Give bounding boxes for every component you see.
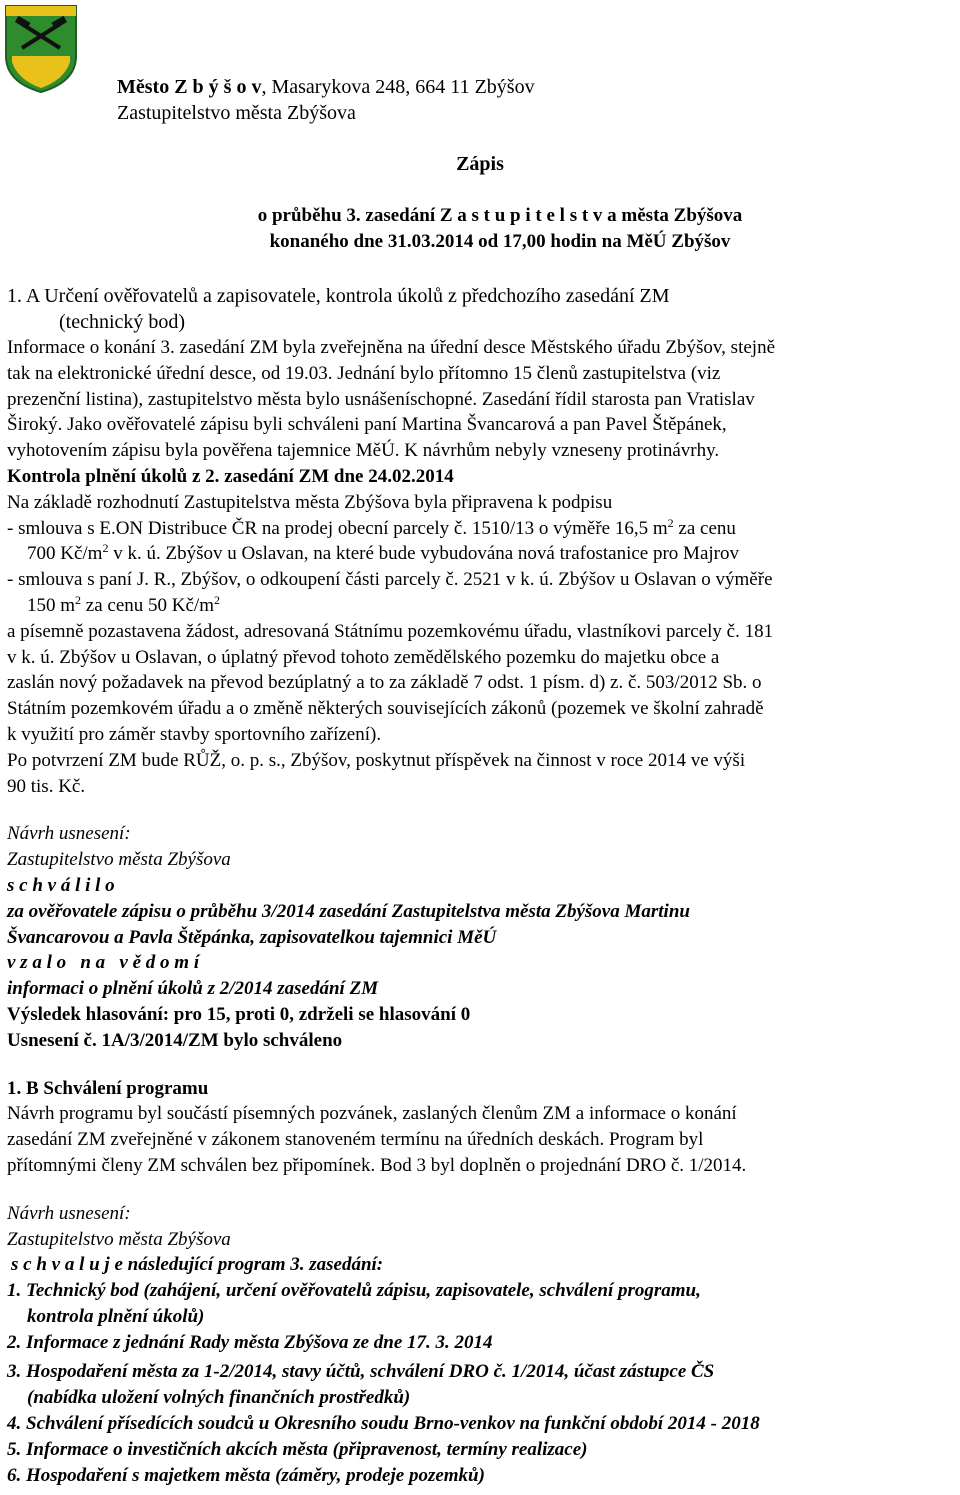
resolution-1-text: za ověřovatele zápisu o průběhu 3/2014 zasedání Zastupitelstva města Zbýšova Martinu	[7, 900, 690, 922]
program-item-cont: kontrola plnění úkolů)	[27, 1305, 205, 1327]
paragraph-line: vyhotovením zápisu byla pověřena tajemnice MěÚ. K návrhům nebyly vzneseny protinávrhy.	[7, 440, 720, 462]
program-item: 2. Informace z jednání Rady města Zbýšova ze dne 17. 3. 2014	[7, 1331, 493, 1353]
document-header	[117, 74, 535, 126]
paragraph-line: Státním pozemkovém úřadu a o změně některých souvisejících zákonů (pozemek ve školní zahradě	[7, 698, 764, 720]
document-body	[7, 283, 957, 1488]
program-item: 4. Schválení přísedících soudců u Okresního soudu Brno-venkov na funkční období 2014 - 2018	[7, 1413, 760, 1435]
paragraph-line: zasedání ZM zveřejněné v zákonem stanoveném termínu na úředních deskách. Program byl	[7, 1129, 704, 1151]
resolution-1-info: informaci o plnění úkolů z 2/2014 zasedání ZM	[7, 978, 379, 1000]
contract-1-line-2: 700 $Kč/m^2$ v k. ú. Zbýšov u Oslavan, na které bude vybudována nová trafostanice pro Majrov	[27, 541, 739, 565]
city-prefix: Město	[117, 76, 170, 98]
document-title: Zápis	[456, 153, 504, 175]
program-item: 3. Hospodaření města za 1-2/2014, stavy účtů, schválení DRO č. 1/2014, účast zástupce ČS	[7, 1361, 715, 1383]
city-name: Z b ý š o v	[174, 76, 262, 98]
city-address: , Masarykova 248, 664 11 Zbýšov	[261, 76, 535, 98]
paragraph-line: Na základě rozhodnutí Zastupitelstva města Zbýšova byla připravena k podpisu	[7, 491, 613, 513]
program-item: 1. Technický bod (zahájení, určení ověřovatelů zápisu, zapisovatele, schválení programu,	[7, 1280, 701, 1302]
paragraph-line: Široký. Jako ověřovatelé zápisu byli schváleni paní Martina Švancarová a pan Pavel Štěpánek,	[7, 414, 727, 436]
document-subtitle	[190, 203, 810, 255]
spacer	[7, 1054, 957, 1076]
resolution-1-vzalo: v z a l o n a v ě d o m í	[7, 952, 200, 974]
resolution-1-result: Usnesení č. 1A/3/2014/ZM bylo schváleno	[7, 1029, 343, 1051]
contract-1-line-1: - smlouva s E.ON Distribuce ČR na prodej obecní parcely č. 1510/13 o výměře 16,5 $m^2$ za cenu	[7, 515, 736, 539]
paragraph-line: tak na elektronické úřední desce, od 19.03. Jednání bylo přítomno 15 členů zastupitelstva (viz	[7, 362, 721, 384]
paragraph-line: a písemně pozastavena žádost, adresovaná Státnímu pozemkovému úřadu, vlastníkovi parcely č. 181	[7, 620, 774, 642]
paragraph-line: prezenční listina), zastupitelstvo města bylo usnášeníschopné. Zasedání řídil starosta pan Vratislav	[7, 388, 755, 410]
spacer	[7, 799, 957, 821]
resolution-2-schvaluje: s c h v a l u j e následující program 3. zasedání:	[11, 1254, 384, 1276]
subtitle-line-1: o průběhu 3. zasedání Z a s t u p i t e l s t v a města Zbýšova	[257, 205, 743, 226]
program-item: 6. Hospodaření s majetkem města (záměry, prodeje pozemků)	[7, 1464, 485, 1486]
resolution-1-text: Švancarovou a Pavla Štěpánka, zapisovatelkou tajemnici MěÚ	[7, 926, 497, 948]
header-city-line	[117, 74, 535, 100]
kontrola-heading: Kontrola plnění úkolů z 2. zasedání ZM dne 24.02.2014	[7, 465, 454, 487]
paragraph-line: zaslán nový požadavek na převod bezúplatný a to za základě 7 odst. 1 písm. d) z. č. 503/2012 Sb. o	[7, 672, 762, 694]
paragraph-line: v k. ú. Zbýšov u Oslavan, o úplatný převod tohoto zemědělského pozemku do majetku obce a	[7, 646, 720, 668]
header-council: Zastupitelstvo města Zbýšova	[117, 102, 356, 124]
paragraph-line: Návrh programu byl součástí písemných pozvánek, zaslaných členům ZM a informace o konání	[7, 1103, 737, 1125]
resolution-1-council: Zastupitelstvo města Zbýšova	[7, 849, 231, 871]
paragraph-line: přítomnými členy ZM schválen bez připomínek. Bod 3 byl doplněn o projednání DRO č. 1/2014.	[7, 1154, 747, 1176]
section-1b-heading: 1. B Schválení programu	[7, 1077, 209, 1099]
subtitle-line-2: konaného dne 31.03.2014 od 17,00 hodin na MěÚ Zbýšov	[269, 231, 731, 252]
paragraph-line: k využití pro záměr stavby sportovního zařízení).	[7, 723, 382, 745]
paragraph-line: Informace o konání 3. zasedání ZM byla zveřejněna na úřední desce Městského úřadu Zbýšov, stejně	[7, 337, 775, 358]
section-1a-heading: 1. A Určení ověřovatelů a zapisovatele, kontrola úkolů z předchozího zasedání ZM	[7, 285, 670, 307]
contract-2-line-2: 150 $m^2$ za cenu 50 $Kč/m^2$	[27, 592, 220, 616]
resolution-1-schvalilo: s c h v á l i l o	[7, 874, 115, 896]
program-item-cont: (nabídka uložení volných finančních prostředků)	[27, 1387, 411, 1409]
resolution-1-vote: Výsledek hlasování: pro 15, proti 0, zdrželi se hlasování 0	[7, 1003, 471, 1025]
program-item: 5. Informace o investičních akcích města (připravenost, termíny realizace)	[7, 1438, 588, 1460]
resolution-1-label: Návrh usnesení:	[7, 823, 131, 845]
section-1a-heading-cont: (technický bod)	[59, 311, 186, 333]
spacer	[7, 1179, 957, 1201]
paragraph-line: Po potvrzení ZM bude RŮŽ, o. p. s., Zbýšov, poskytnut příspěvek na činnost v roce 2014 ve výši	[7, 749, 746, 771]
paragraph-line: 90 tis. Kč.	[7, 775, 86, 797]
contract-2-line-1: - smlouva s paní J. R., Zbýšov, o odkoupení části parcely č. 2521 v k. ú. Zbýšov u Oslavan o výměře	[7, 569, 773, 591]
resolution-2-label: Návrh usnesení:	[7, 1202, 131, 1224]
resolution-2-council: Zastupitelstvo města Zbýšova	[7, 1228, 231, 1250]
city-coat-of-arms-logo	[4, 4, 78, 94]
